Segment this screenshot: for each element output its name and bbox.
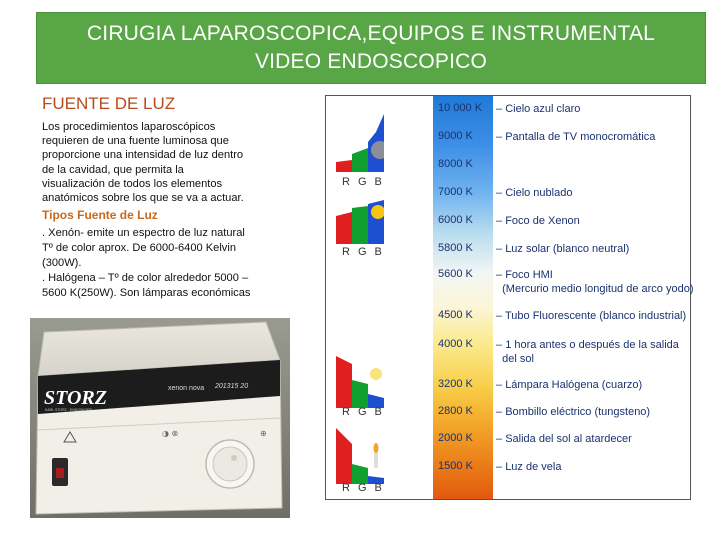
title-line-2: VIDEO ENDOSCOPICO [254,50,488,73]
kelvin-label: 4000 K [438,338,473,350]
kelvin-description: – Salida del sol al atardecer [496,433,632,445]
kelvin-label: 8000 K [438,158,473,170]
kelvin-description: – Cielo nublado [496,187,573,199]
title-line-1: CIRUGIA LAPAROSCOPICA,EQUIPOS E INSTRUMENTAL [86,22,656,45]
kelvin-label: 9000 K [438,130,473,142]
kelvin-label: 10 000 K [438,102,483,114]
svg-text:⊕: ⊕ [260,429,267,438]
xenon-line: (300W). [42,257,82,269]
halogen-description [42,271,292,301]
kelvin-label: 5800 K [438,242,473,254]
kelvin-description: – Foco de Xenon [496,215,580,227]
kelvin-description: – Luz de vela [496,461,562,473]
kelvin-description: – 1 hora antes o después de la salida del sol [496,339,679,365]
device-brand-sub: KARL STORZ · ENDOSKOPE [45,408,93,412]
rgb-spectrum-candle [336,426,384,484]
rgb-axis-label: RGB [342,176,390,188]
device-brand: STORZ [44,387,107,409]
kelvin-description: – Foco HMI (Mercurio medio longitud de arco yodo) [496,269,694,295]
kelvin-description: – Pantalla de TV monocromática [496,131,656,143]
kelvin-label: 1500 K [438,460,473,472]
title-banner [36,12,706,84]
kelvin-description: – Lámpara Halógena (cuarzo) [496,379,643,391]
kelvin-label: 3200 K [438,378,473,390]
intro-line: Los procedimientos laparoscópicos [42,121,216,133]
device-serial: 201315 20 [215,383,249,390]
intro-line: visualización de todos los elementos [42,177,223,190]
halogen-line: 5600 K(250W). Son lámparas económicas [42,287,251,299]
xenon-line: Tº de color aprox. De 6000-6400 Kelvin [42,242,236,254]
intro-paragraph [42,120,272,205]
device-model: xenon nova [168,385,205,392]
kelvin-color-temperature-chart [325,95,694,500]
rgb-spectrum-cool [336,114,384,172]
rgb-axis-label: RGB [342,482,390,494]
subsection-title: Tipos Fuente de Luz [42,208,158,222]
kelvin-label: 7000 K [438,186,473,198]
halogen-line: . Halógena – Tº de color alrededor 5000 – [42,272,249,284]
intro-line: proporcione una intensidad de luz dentro [42,149,244,162]
section-title: FUENTE DE LUZ [42,94,176,113]
xenon-nova-device-illustration [30,318,290,518]
xenon-description [42,226,292,271]
kelvin-label: 5600 K [438,268,473,280]
intro-line: requieren de una fuente luminosa que [42,135,229,148]
kelvin-label: 2800 K [438,405,473,417]
rgb-spectrum-neutral [336,186,384,244]
kelvin-description: – Luz solar (blanco neutral) [496,243,630,255]
svg-text:◑ ⊗: ◑ ⊗ [162,429,179,438]
rgb-spectrum-warm [336,350,384,408]
rgb-axis-label: RGB [342,406,390,418]
kelvin-label: 4500 K [438,309,473,321]
kelvin-description: – Cielo azul claro [496,103,581,115]
rgb-axis-label: RGB [342,246,390,258]
kelvin-description: – Bombillo eléctrico (tungsteno) [496,406,651,418]
kelvin-label: 2000 K [438,432,473,444]
xenon-line: . Xenón- emite un espectro de luz natural [42,227,245,239]
intro-line: anatómicos sobre los que se va a actuar. [42,192,244,205]
light-source-photo [30,318,290,518]
kelvin-label: 6000 K [438,214,473,226]
kelvin-description: – Tubo Fluorescente (blanco industrial) [496,310,687,322]
intro-line: de la cavidad, que permita la [42,163,184,176]
